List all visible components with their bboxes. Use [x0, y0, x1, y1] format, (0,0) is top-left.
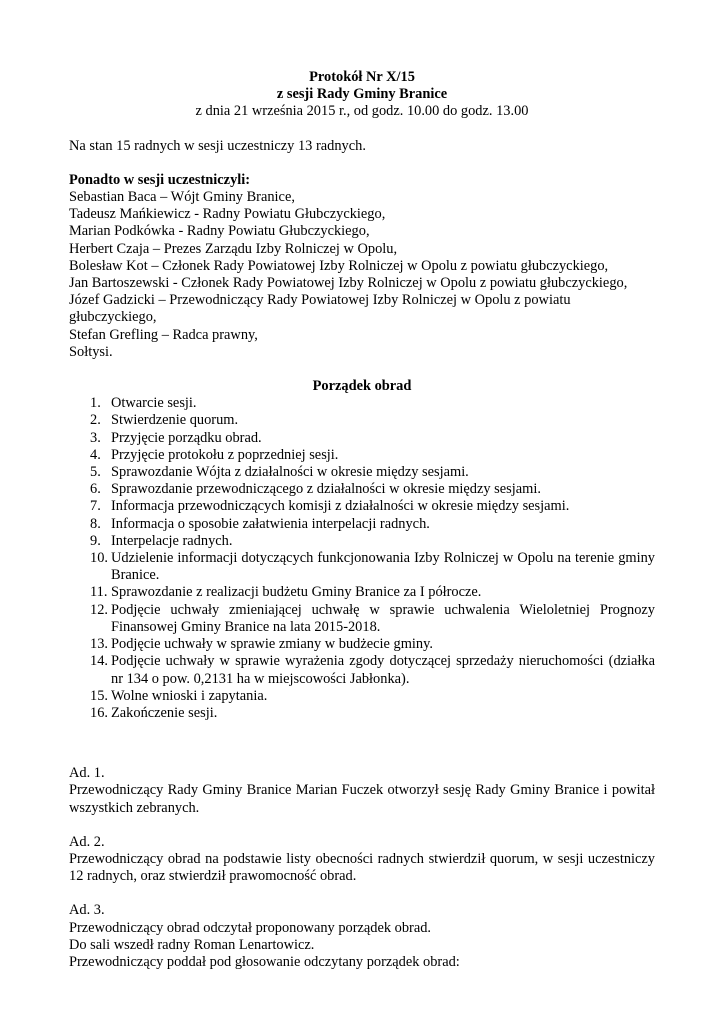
- participant-item: Marian Podkówka - Radny Powiatu Głubczyckiego,: [69, 223, 370, 240]
- section-paragraph: Przewodniczący obrad odczytał proponowany porządek obrad.: [69, 919, 432, 936]
- agenda-item: [69, 412, 655, 429]
- agenda-item: [69, 447, 655, 464]
- section-label: Ad. 2.: [69, 833, 105, 850]
- agenda-item: [69, 498, 655, 515]
- agenda-item: [69, 533, 655, 550]
- agenda-item-text: Sprawozdanie z realizacji budżetu Gminy Branice za I półrocze.: [111, 584, 482, 601]
- section-paragraph: Do sali wszedł radny Roman Lenartowicz.: [69, 936, 315, 953]
- section-label: Ad. 1.: [69, 765, 105, 782]
- agenda-item: [69, 430, 655, 447]
- section-ad-1: [69, 765, 655, 817]
- participant-item: Jan Bartoszewski - Członek Rady Powiatowej Izby Rolniczej w Opolu z powiatu głubczyckiego,: [69, 275, 628, 292]
- agenda-item-number: 7.: [90, 498, 101, 515]
- document-page: [69, 69, 655, 971]
- participant-item: Sebastian Baca – Wójt Gminy Branice,: [69, 189, 295, 206]
- agenda-item: [69, 688, 655, 705]
- agenda-item-text: Sprawozdanie Wójta z działalności w okresie między sesjami.: [111, 464, 469, 481]
- agenda-item-number: 16.: [90, 704, 108, 721]
- agenda-item-number: 4.: [90, 446, 101, 463]
- agenda-item-text: Stwierdzenie quorum.: [111, 412, 239, 429]
- agenda-item-text: Przyjęcie protokołu z poprzedniej sesji.: [111, 446, 339, 463]
- agenda-item-number: 13.: [90, 636, 108, 653]
- agenda-item: [69, 602, 655, 636]
- agenda-item-text: Otwarcie sesji.: [111, 395, 197, 412]
- participant-item: Stefan Grefling – Radca prawny,: [69, 326, 258, 343]
- agenda-item-number: 8.: [90, 515, 101, 532]
- participants-section: [69, 172, 655, 361]
- participant-item: Herbert Czaja – Prezes Zarządu Izby Rolniczej w Opolu,: [69, 240, 398, 257]
- document-date-line: z dnia 21 września 2015 r., od godz. 10.00 do godz. 13.00: [195, 103, 529, 120]
- agenda-item: [69, 636, 655, 653]
- agenda-item-text: Podjęcie uchwały w sprawie wyrażenia zgody dotyczącej sprzedaży nieruchomości (działka nr 134 o pow. 0,2131 ha w miejscowości Jabłonka).: [111, 653, 655, 687]
- agenda-item-text: Podjęcie uchwały w sprawie zmiany w budżecie gminy.: [111, 636, 433, 653]
- agenda-item: [69, 550, 655, 584]
- agenda-item: [69, 481, 655, 498]
- agenda-item-number: 6.: [90, 481, 101, 498]
- document-subtitle: z sesji Rady Gminy Branice: [276, 86, 448, 103]
- section-ad-2: [69, 834, 655, 886]
- section-paragraph: Przewodniczący Rady Gminy Branice Marian Fuczek otworzył sesję Rady Gminy Branice i powitał wszystkich zebranych.: [69, 782, 655, 816]
- agenda-item: [69, 584, 655, 601]
- agenda-item-text: Informacja o sposobie załatwienia interpelacji radnych.: [111, 515, 430, 532]
- agenda-item-text: Informacja przewodniczących komisji z działalności w okresie między sesjami.: [111, 498, 570, 515]
- agenda-item-text: Interpelacje radnych.: [111, 532, 233, 549]
- agenda-item-number: 11.: [90, 584, 108, 601]
- agenda-item-number: 2.: [90, 412, 101, 429]
- agenda-item-number: 10.: [90, 550, 108, 567]
- agenda-list: [69, 395, 655, 722]
- participant-item: Józef Gadzicki – Przewodniczący Rady Powiatowej Izby Rolniczej w Opolu z powiatu głubczyckiego,: [69, 292, 571, 326]
- agenda-item: [69, 464, 655, 481]
- agenda-item-number: 1.: [90, 395, 101, 412]
- agenda-item-number: 3.: [90, 429, 101, 446]
- agenda-item: [69, 516, 655, 533]
- agenda-item-text: Wolne wnioski i zapytania.: [111, 687, 268, 704]
- participants-heading: Ponadto w sesji uczestniczyli:: [69, 171, 251, 188]
- agenda-item-number: 12.: [90, 601, 108, 618]
- participant-item: Sołtysi.: [69, 343, 113, 360]
- agenda-item-number: 15.: [90, 687, 108, 704]
- attendance-text: Na stan 15 radnych w sesji uczestniczy 13 radnych.: [69, 137, 366, 154]
- agenda-item-text: Sprawozdanie przewodniczącego z działalności w okresie między sesjami.: [111, 481, 541, 498]
- section-paragraph: Przewodniczący obrad na podstawie listy obecności radnych stwierdził quorum, w sesji uczestniczy 12 radnych, oraz stwierdził prawomocność obrad.: [69, 850, 655, 885]
- agenda-heading: Porządek obrad: [312, 378, 412, 395]
- agenda-section: [69, 378, 655, 722]
- document-header: [69, 69, 655, 121]
- agenda-item: [69, 705, 655, 722]
- document-title: Protokół Nr X/15: [309, 69, 415, 85]
- participant-item: Tadeusz Mańkiewicz - Radny Powiatu Głubczyckiego,: [69, 206, 386, 223]
- agenda-item-text: Udzielenie informacji dotyczących funkcjonowania Izby Rolniczej w Opolu na terenie gminy Branice.: [111, 550, 655, 584]
- agenda-item: [69, 653, 655, 687]
- agenda-item-text: Przyjęcie porządku obrad.: [111, 429, 262, 446]
- section-paragraph: Przewodniczący poddał pod głosowanie odczytany porządek obrad:: [69, 953, 460, 970]
- agenda-item-number: 9.: [90, 532, 101, 549]
- participant-item: Bolesław Kot – Członek Rady Powiatowej Izby Rolniczej w Opolu z powiatu głubczyckiego,: [69, 257, 609, 274]
- agenda-item: [69, 395, 655, 412]
- agenda-item-text: Podjęcie uchwały zmieniającej uchwałę w sprawie uchwalenia Wieloletniej Prognozy Finansowej Gminy Branice na lata 2015-2018.: [111, 601, 655, 635]
- agenda-item-text: Zakończenie sesji.: [111, 704, 218, 721]
- section-ad-3: [69, 902, 655, 971]
- agenda-item-number: 14.: [90, 653, 108, 670]
- section-label: Ad. 3.: [69, 902, 105, 919]
- agenda-item-number: 5.: [90, 464, 101, 481]
